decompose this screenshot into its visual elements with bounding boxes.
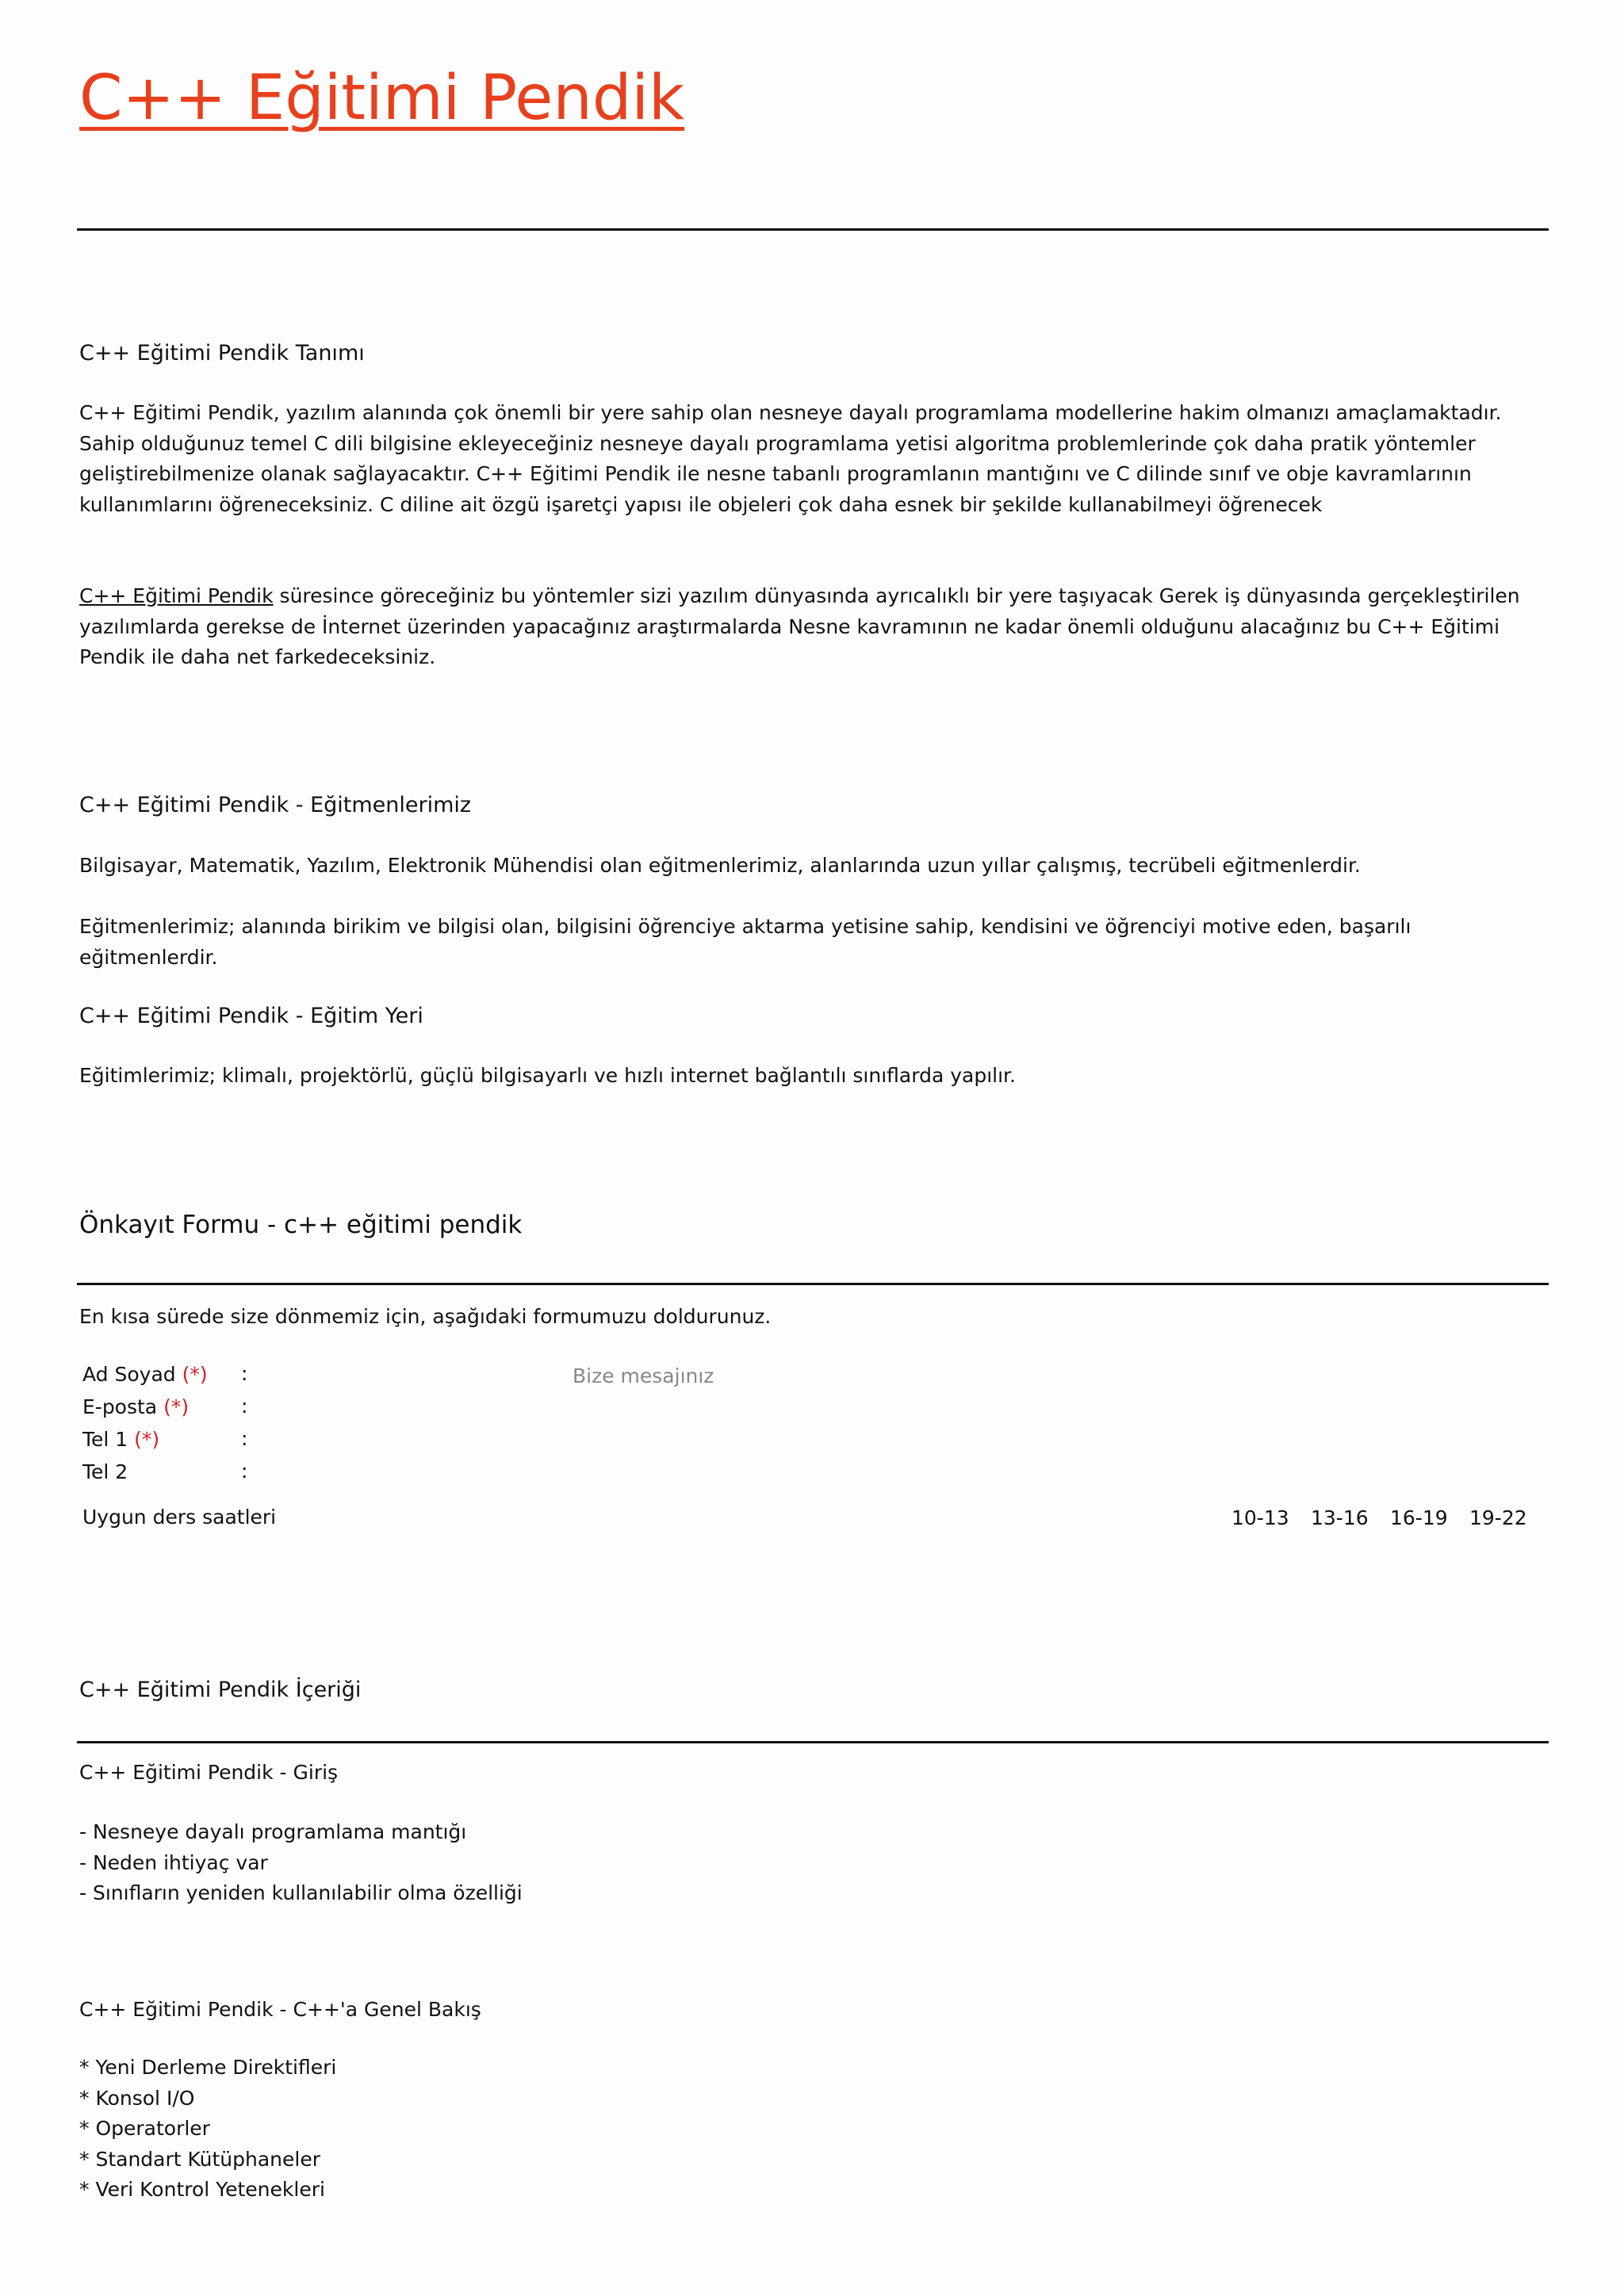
genel-list	[79, 2053, 336, 2206]
required-mark: (*)	[134, 1428, 160, 1451]
tanim-paragraph-1: C++ Eğitimi Pendik, yazılım alanında çok önemli bir yere sahip olan nesneye dayalı programlama modellerine hakim olmanızı amaçlamaktadır. Sahip olduğunuz temel C dili bilgisine ekleyeceğiniz nesneye dayalı programlama yetisi algoritma problemlerinde çok daha pratik yöntemler geliştirebilmenize olanak sağlayacaktır. C++ Eğitimi Pendik ile nesne tabanlı programlanın mantığını ve C dilinde sınıf ve obje kavramlarının kullanımlarını öğreneceksiniz. C diline ait özgü işaretçi yapısı ile objeleri çok daha esnek bir şekilde kullanabilmeyi öğrenecek	[79, 401, 1502, 516]
tanim-paragraph-2-text: süresince göreceğiniz bu yöntemler sizi yazılım dünyasında ayrıcalıklı bir yere taşıyacak Gerek iş dünyasında gerçekleştirilen yazılımlarda gerekse de İnternet üzerinden yapacağınız araştırmalarda Nesne kavramının ne kadar önemli olduğunu alacağınız bu C++ Eğitimi Pendik ile daha net farkedeceksiniz.	[79, 584, 1520, 669]
giris-list	[79, 1817, 523, 1909]
icerik-heading: C++ Eğitimi Pendik İçeriği	[79, 1678, 362, 1702]
giris-heading: C++ Eğitimi Pendik - Giriş	[79, 1761, 339, 1784]
hour-option[interactable]: 10-13	[1231, 1506, 1289, 1529]
list-item: * Veri Kontrol Yetenekleri	[79, 2178, 325, 2202]
required-mark: (*)	[163, 1395, 190, 1418]
icerik-divider	[77, 1741, 1549, 1743]
hour-option[interactable]: 13-16	[1311, 1506, 1369, 1529]
list-item: * Standart Kütüphaneler	[79, 2147, 321, 2171]
list-item: - Nesneye dayalı programlama mantığı	[79, 1820, 467, 1843]
egitmen-paragraph-2: Eğitmenlerimiz; alanında birikim ve bilgisi olan, bilgisini öğrenciye aktarma yetisine sahip, kendisini ve öğrenciyi motive eden, başarılı eğitmenlerdir.	[79, 915, 1411, 969]
title-divider	[77, 228, 1549, 231]
ad-soyad-input[interactable]: :	[241, 1362, 248, 1385]
ad-soyad-label	[82, 1362, 208, 1388]
list-item: * Operatorler	[79, 2117, 210, 2141]
hour-option[interactable]: 16-19	[1390, 1506, 1448, 1529]
list-item: * Konsol I/O	[79, 2086, 195, 2110]
hour-option[interactable]: 19-22	[1469, 1506, 1527, 1529]
list-item: - Neden ihtiyaç var	[79, 1850, 268, 1874]
page-title-link[interactable]: C++ Eğitimi Pendik	[79, 63, 685, 134]
egitmen-heading: C++ Eğitimi Pendik - Eğitmenlerimiz	[79, 793, 472, 817]
list-item: * Yeni Derleme Direktifleri	[79, 2056, 337, 2079]
tel2-label	[82, 1460, 128, 1486]
tel1-label	[82, 1427, 159, 1453]
genel-heading: C++ Eğitimi Pendik - C++'a Genel Bakış	[79, 1998, 481, 2021]
eposta-input[interactable]: :	[241, 1395, 248, 1418]
course-link[interactable]: C++ Eğitimi Pendik	[79, 584, 274, 607]
list-item: - Sınıfların yeniden kullanılabilir olma özelliği	[79, 1881, 523, 1905]
form-heading: Önkayıt Formu - c++ eğitimi pendik	[79, 1211, 523, 1239]
ad-soyad-label-text: Ad Soyad	[82, 1363, 176, 1386]
hours-label: Uygun ders saatleri	[82, 1506, 277, 1529]
yer-heading: C++ Eğitimi Pendik - Eğitim Yeri	[79, 1004, 423, 1028]
tel1-input[interactable]: :	[241, 1427, 248, 1450]
tel1-label-text: Tel 1	[82, 1428, 128, 1451]
tel2-label-text: Tel 2	[82, 1460, 128, 1483]
yer-paragraph: Eğitimlerimiz; klimalı, projektörlü, güçlü bilgisayarlı ve hızlı internet bağlantılı sınıflarda yapılır.	[79, 1064, 1016, 1087]
required-mark: (*)	[182, 1363, 208, 1386]
egitmen-paragraph-1: Bilgisayar, Matematik, Yazılım, Elektronik Mühendisi olan eğitmenlerimiz, alanlarında uzun yıllar çalışmış, tecrübeli eğitmenlerdir.	[79, 854, 1361, 877]
tanim-paragraph-2	[79, 581, 1538, 673]
message-textarea[interactable]: Bize mesajınız	[573, 1364, 714, 1387]
form-divider	[77, 1283, 1549, 1285]
tanim-heading: C++ Eğitimi Pendik Tanımı	[79, 341, 365, 365]
eposta-label	[82, 1395, 189, 1421]
tel2-input[interactable]: :	[241, 1460, 248, 1483]
eposta-label-text: E-posta	[82, 1395, 158, 1418]
form-intro: En kısa sürede size dönmemiz için, aşağıdaki formumuzu doldurunuz.	[79, 1305, 772, 1328]
